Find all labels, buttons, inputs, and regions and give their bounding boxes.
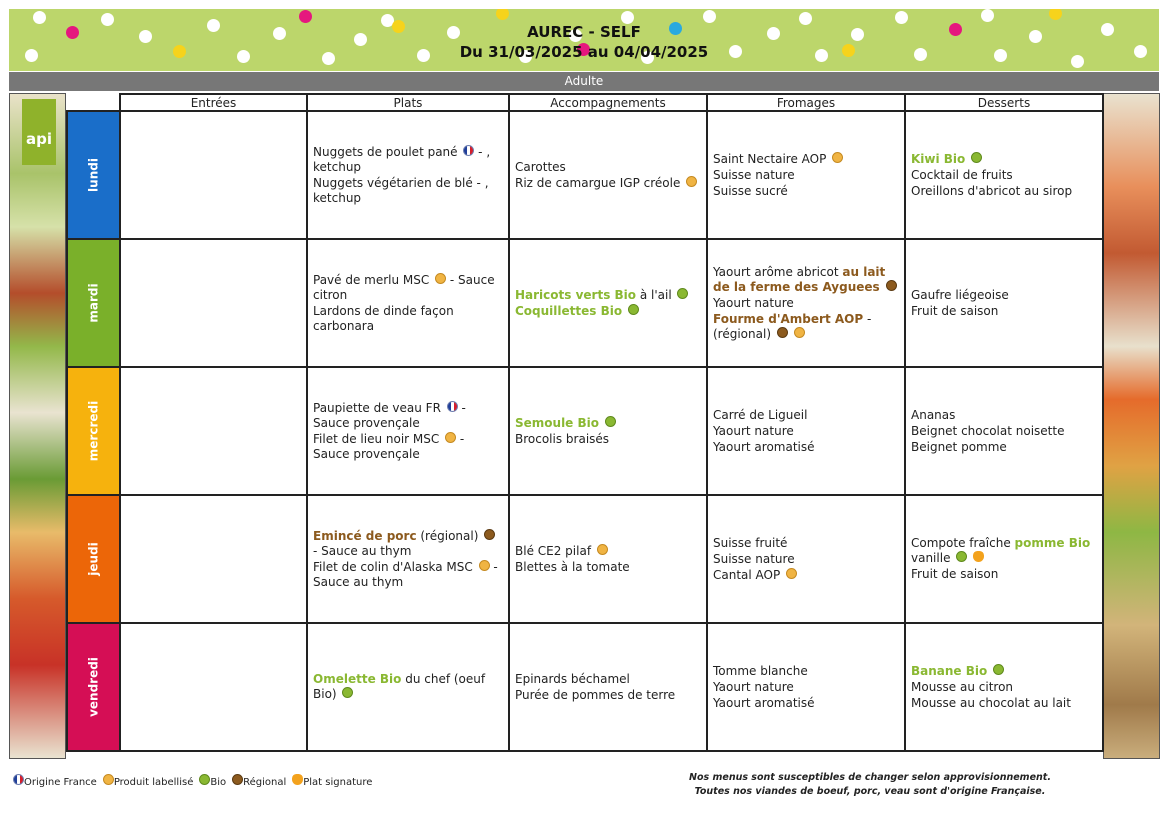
menu-item — [313, 145, 503, 175]
item-text: Cocktail de fruits — [911, 167, 1013, 182]
item-text: du chef (oeuf Bio) — [313, 672, 486, 701]
produit-labellise-icon — [786, 568, 797, 579]
day-label-jeudi — [67, 495, 120, 623]
produit-labellise-icon — [686, 176, 697, 187]
produit-labellise-icon — [832, 152, 843, 163]
item-text: Beignet pomme — [911, 439, 1007, 454]
item-text: Oreillons d'abricot au sirop — [911, 183, 1073, 198]
menu-cell-plats — [307, 367, 509, 495]
item-text: Yaourt nature — [713, 679, 794, 694]
item-text: Purée de pommes de terre — [515, 687, 676, 702]
right-food-illustration — [1103, 93, 1160, 759]
item-text: Carottes — [515, 159, 566, 174]
produit-labellise-icon — [445, 432, 456, 443]
column-header-accompagnements: Accompagnements — [509, 94, 707, 111]
bio-icon — [677, 288, 688, 299]
item-text — [599, 416, 603, 430]
item-text: Yaourt aromatisé — [713, 695, 815, 710]
bio-label: Haricots verts Bio — [515, 287, 637, 302]
menu-item — [911, 408, 1097, 423]
column-header-plats: Plats — [307, 94, 509, 111]
bio-icon — [993, 664, 1004, 675]
menu-item — [911, 424, 1097, 439]
day-label-lundi — [67, 111, 120, 239]
disclaimer — [660, 771, 1080, 799]
day-label-mardi — [67, 239, 120, 367]
menu-item — [515, 288, 701, 303]
menu-cell-plats — [307, 623, 509, 751]
produit-labellise-icon — [479, 560, 490, 571]
menu-cell-desserts — [905, 239, 1103, 367]
item-text: à l'ail — [636, 287, 676, 302]
menu-item — [911, 184, 1097, 199]
menu-cell-plats — [307, 495, 509, 623]
legend-item-bio — [197, 777, 226, 788]
menu-item — [713, 536, 899, 551]
menu-item — [911, 152, 1097, 167]
item-text: Yaourt nature — [713, 295, 794, 310]
menu-item — [911, 288, 1097, 303]
menu-item — [515, 544, 701, 559]
menu-cell-accompagnements — [509, 367, 707, 495]
menu-cell-fromages — [707, 623, 905, 751]
category-bar: Adulte — [9, 72, 1159, 91]
menu-dates: Du 31/03/2025 au 04/04/2025 — [459, 43, 709, 61]
menu-item — [713, 424, 899, 439]
menu-item — [713, 552, 899, 567]
menu-cell-plats — [307, 111, 509, 239]
item-text: Suisse fruité — [713, 535, 788, 550]
item-text: Lardons de dinde façon carbonara — [313, 303, 454, 333]
legend — [11, 776, 376, 788]
day-name: vendredi — [86, 657, 100, 717]
menu-item — [515, 160, 701, 175]
menu-item — [313, 560, 503, 590]
plat-signature-icon — [973, 551, 984, 562]
item-text — [987, 664, 991, 678]
item-text: - Sauce au thym — [313, 559, 498, 589]
menu-cell-desserts — [905, 111, 1103, 239]
menu-item — [313, 273, 503, 303]
origine-france-icon — [447, 401, 458, 412]
produit-labellise-icon — [103, 774, 114, 785]
item-text: (régional) — [416, 528, 483, 543]
menu-item — [515, 176, 701, 191]
menu-cell-accompagnements — [509, 239, 707, 367]
item-text: Riz de camargue IGP créole — [515, 175, 685, 190]
legend-label: Produit labellisé — [113, 776, 194, 788]
disclaimer-line-2: Toutes nos viandes de boeuf, porc, veau sont d'origine Française. — [694, 786, 1046, 797]
origine-france-icon — [13, 774, 24, 785]
menu-item — [713, 568, 899, 583]
legend-item-regional — [230, 777, 286, 788]
menu-item — [911, 680, 1097, 695]
item-text: - Sauce au thym — [313, 543, 412, 558]
column-header-fromages: Fromages — [707, 94, 905, 111]
legend-label: Bio — [210, 776, 227, 788]
bio-icon — [342, 687, 353, 698]
item-text — [622, 304, 626, 318]
column-header-entrees: Entrées — [120, 94, 307, 111]
item-text: Cantal AOP — [713, 567, 785, 582]
menu-item — [313, 432, 503, 462]
item-text: Mousse au chocolat au lait — [911, 695, 1071, 710]
column-header-row — [67, 94, 1103, 111]
menu-item — [515, 304, 701, 319]
item-text — [880, 280, 884, 294]
item-text: - Sauce citron — [313, 272, 495, 302]
item-text: Paupiette de veau FR — [313, 400, 445, 415]
item-text: Epinards béchamel — [515, 671, 630, 686]
menu-item — [713, 680, 899, 695]
menu-item — [713, 296, 899, 311]
item-text: Ananas — [911, 407, 956, 422]
bio-label: Kiwi Bio — [911, 151, 966, 166]
day-row-mercredi — [67, 367, 1103, 495]
menu-item — [713, 664, 899, 679]
item-text: Fruit de saison — [911, 567, 999, 581]
menu-item — [313, 401, 503, 431]
item-text: Suisse nature — [713, 551, 795, 566]
produit-labellise-icon — [597, 544, 608, 555]
menu-cell-desserts — [905, 495, 1103, 623]
day-row-jeudi — [67, 495, 1103, 623]
bio-label: Semoule Bio — [515, 415, 600, 430]
item-text: Compote fraîche — [911, 536, 1015, 550]
item-text: - , ketchup — [313, 144, 491, 174]
menu-item — [313, 529, 503, 559]
menu-item — [713, 440, 899, 455]
legend-item-produit-labellise — [101, 777, 194, 788]
item-text: Beignet chocolat noisette — [911, 423, 1065, 438]
item-text: Brocolis braisés — [515, 431, 610, 446]
bio-icon — [199, 774, 210, 785]
item-text: Yaourt nature — [713, 423, 794, 438]
bio-icon — [971, 152, 982, 163]
day-name: mardi — [86, 283, 100, 323]
corner-cell — [67, 94, 120, 111]
menu-item — [911, 440, 1097, 455]
item-text: Suisse sucré — [713, 183, 788, 198]
legend-item-plat-signature — [290, 777, 372, 788]
day-name: lundi — [86, 158, 100, 192]
item-text — [965, 152, 969, 166]
menu-cell-fromages — [707, 111, 905, 239]
produit-labellise-icon — [435, 273, 446, 284]
legend-label: Plat signature — [303, 776, 373, 788]
produit-labellise-icon — [794, 327, 805, 338]
menu-item — [313, 672, 503, 702]
day-row-vendredi — [67, 623, 1103, 751]
menu-table — [66, 93, 1104, 752]
item-text: - (régional) — [713, 311, 872, 341]
menu-item — [713, 265, 899, 295]
menu-item — [713, 152, 899, 167]
menu-cell-entrees — [120, 367, 307, 495]
menu-cell-accompagnements — [509, 111, 707, 239]
menu-cell-fromages — [707, 239, 905, 367]
column-header-desserts: Desserts — [905, 94, 1103, 111]
item-text: Tomme blanche — [713, 663, 808, 678]
day-label-mercredi — [67, 367, 120, 495]
menu-cell-fromages — [707, 367, 905, 495]
menu-cell-entrees — [120, 495, 307, 623]
legend-label: Régional — [243, 776, 287, 788]
item-text: Yaourt arôme abricot — [713, 264, 843, 279]
menu-item — [911, 168, 1097, 183]
menu-item — [911, 536, 1097, 566]
item-text: Filet de colin d'Alaska MSC — [313, 559, 477, 574]
menu-item — [313, 176, 503, 206]
menu-cell-entrees — [120, 239, 307, 367]
legend-item-origine-france — [11, 777, 97, 788]
item-text — [788, 327, 792, 341]
menu-cell-entrees — [120, 623, 307, 751]
item-text: Pavé de merlu MSC — [313, 272, 434, 287]
regional-icon — [886, 280, 897, 291]
menu-item — [313, 304, 503, 334]
menu-item — [713, 168, 899, 183]
day-row-lundi — [67, 111, 1103, 239]
menu-cell-desserts — [905, 623, 1103, 751]
bio-icon — [605, 416, 616, 427]
item-text: Carré de Ligueil — [713, 407, 808, 422]
plat-signature-icon — [292, 774, 303, 785]
regional-label: au lait de la ferme des Ayguees — [713, 264, 886, 294]
bio-label: Coquillettes Bio — [515, 303, 623, 318]
item-text: - Sauce provençale — [313, 400, 466, 430]
item-text: Mousse au citron — [911, 679, 1014, 694]
menu-item — [713, 408, 899, 423]
menu-item — [713, 696, 899, 711]
bio-icon — [628, 304, 639, 315]
disclaimer-line-1: Nos menus sont susceptibles de changer selon approvisionnement. — [689, 772, 1051, 783]
item-text: Yaourt aromatisé — [713, 439, 815, 454]
menu-item — [911, 567, 1097, 582]
bio-label: Omelette Bio — [313, 672, 402, 686]
regional-label: Fourme d'Ambert AOP — [713, 311, 864, 326]
regional-icon — [484, 529, 495, 540]
menu-cell-accompagnements — [509, 495, 707, 623]
day-name: jeudi — [86, 542, 100, 576]
bio-label: Banane Bio — [911, 663, 988, 678]
legend-label: Origine France — [24, 776, 97, 788]
regional-icon — [777, 327, 788, 338]
day-row-mardi — [67, 239, 1103, 367]
menu-item — [713, 312, 899, 342]
item-text: - Sauce provençale — [313, 431, 465, 461]
menu-cell-fromages — [707, 495, 905, 623]
menu-cell-desserts — [905, 367, 1103, 495]
menu-item — [515, 432, 701, 447]
api-logo: api — [22, 99, 56, 165]
item-text: Gaufre liégeoise — [911, 287, 1009, 302]
menu-item — [515, 416, 701, 431]
item-text: Fruit de saison — [911, 303, 999, 318]
item-text: Nuggets de poulet pané — [313, 144, 462, 159]
item-text: Suisse nature — [713, 167, 795, 182]
menu-title: AUREC - SELF — [527, 23, 641, 41]
bio-label: pomme Bio — [1014, 536, 1091, 550]
menu-item — [911, 304, 1097, 319]
menu-cell-plats — [307, 239, 509, 367]
origine-france-icon — [463, 145, 474, 156]
menu-item — [911, 664, 1097, 679]
item-text: Nuggets végétarien de blé - , ketchup — [313, 175, 489, 205]
item-text: Blé CE2 pilaf — [515, 543, 595, 558]
menu-cell-accompagnements — [509, 623, 707, 751]
day-label-vendredi — [67, 623, 120, 751]
item-text: Blettes à la tomate — [515, 559, 630, 574]
bio-icon — [956, 551, 967, 562]
item-text: vanille — [911, 551, 955, 565]
day-name: mercredi — [86, 400, 100, 462]
item-text: Saint Nectaire AOP — [713, 151, 831, 166]
menu-item — [713, 184, 899, 199]
regional-icon — [232, 774, 243, 785]
menu-item — [515, 560, 701, 575]
menu-item — [515, 688, 701, 703]
regional-label: Emincé de porc — [313, 528, 417, 543]
left-food-illustration — [9, 93, 66, 759]
item-text — [967, 551, 971, 565]
menu-cell-entrees — [120, 111, 307, 239]
header-banner — [9, 9, 1159, 71]
menu-item — [515, 672, 701, 687]
menu-item — [911, 696, 1097, 711]
item-text: Filet de lieu noir MSC — [313, 431, 444, 446]
